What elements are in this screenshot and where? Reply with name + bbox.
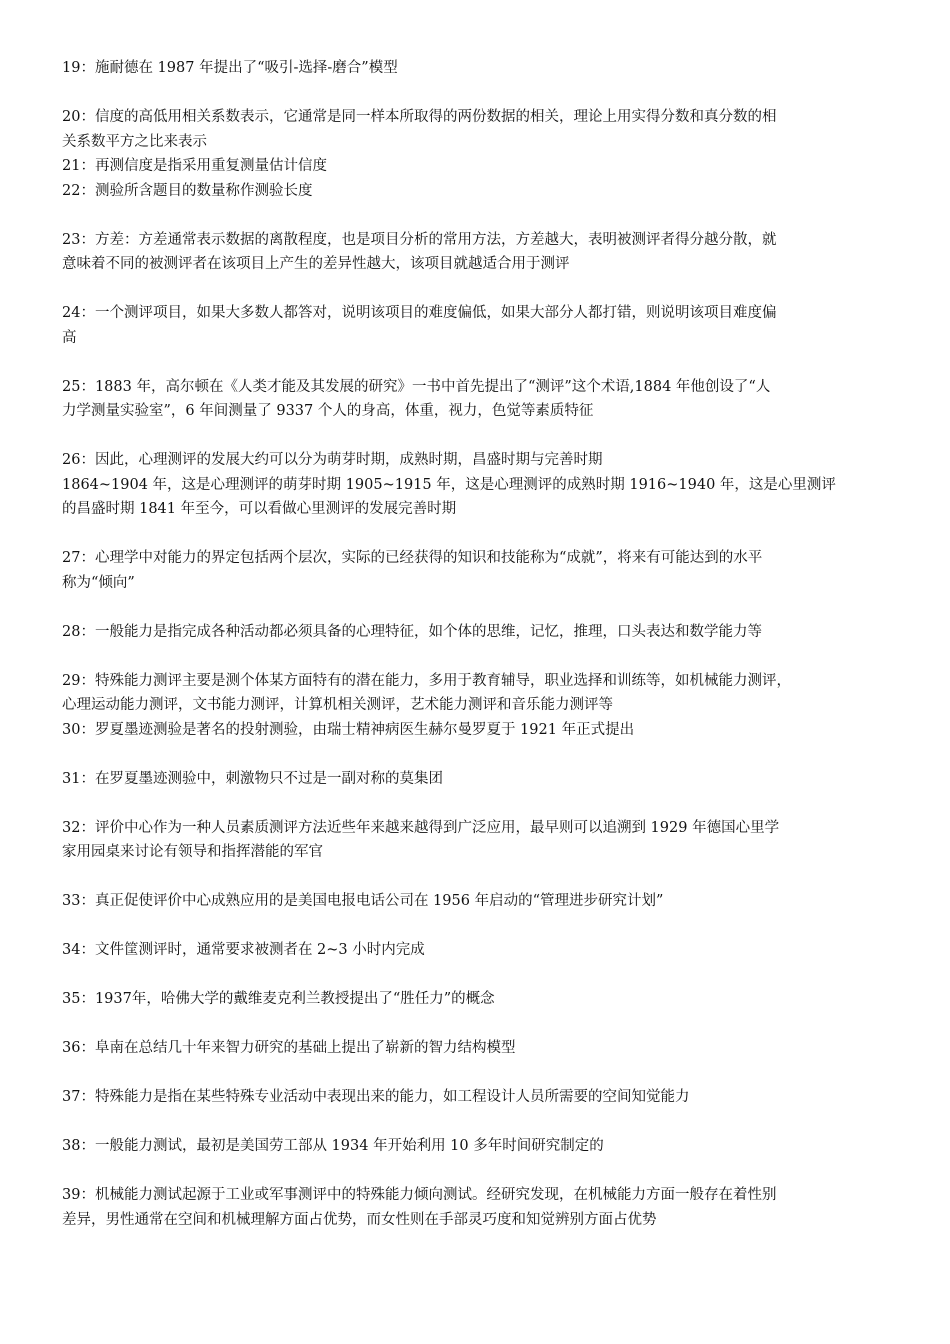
paragraph-26: 26：因此，心理测评的发展大约可以分为萌芽时期，成熟时期，昌盛时期与完善时期 1864~1904 年，这是心理测评的萌芽时期 1905~1915 年，这是心理测评的成熟时期 1916~1940 年，这是心里测评 的昌盛时期 1841 年至今，可以看做心里测评的发展完善时期 bbox=[62, 452, 836, 517]
paragraph-32: 32：评价中心作为一种人员素质测评方法近些年来越来越得到广泛应用，最早则可以追溯到 1929 年德国心里学 家用园桌来讨论有领导和指挥潜能的军官 bbox=[62, 819, 780, 860]
paragraph-22: 22：测验所含题目的数量称作测验长度 bbox=[62, 182, 313, 199]
paragraph-28: 28：一般能力是指完成各种活动都必须具备的心理特征，如个体的思维，记忆，推理，口头表达和数学能力等 bbox=[62, 623, 762, 640]
paragraph-33: 33：真正促使评价中心成熟应用的是美国电报电话公司在 1956 年启动的“管理进步研究计划” bbox=[62, 893, 664, 909]
paragraph-29: 29：特殊能力测评主要是测个体某方面特有的潜在能力，多用于教育辅导，职业选择和训练等，如机械能力测评， 心理运动能力测评，文书能力测评，计算机相关测评，艺术能力测评和音乐能力测评等 bbox=[62, 672, 791, 713]
paragraph-31: 31：在罗夏墨迹测验中，刺激物只不过是一副对称的莫集团 bbox=[62, 770, 443, 787]
paragraph-30: 30：罗夏墨迹测验是著名的投射测验，由瑞士精神病医生赫尔曼罗夏于 1921 年正式提出 bbox=[62, 721, 635, 738]
paragraph-35: 35：1937年，哈佛大学的戴维麦克利兰教授提出了“胜任力”的概念 bbox=[62, 991, 495, 1007]
paragraph-25: 25：1883 年，高尔顿在《人类才能及其发展的研究》一书中首先提出了“测评”这个术语,1884 年他创设了“人 力学测量实验室”，6 年间测量了 9337 个人的身高，体重，视力，色觉等素质特征 bbox=[62, 378, 771, 419]
paragraph-23: 23：方差：方差通常表示数据的离散程度，也是项目分析的常用方法，方差越大，表明被测评者得分越分散，就 意味着不同的被测评者在该项目上产生的差异性越大，该项目就越适合用于测评 bbox=[62, 231, 777, 272]
paragraph-27: 27：心理学中对能力的界定包括两个层次，实际的已经获得的知识和技能称为“成就”，将来有可能达到的水平 称为“倾向” bbox=[62, 550, 763, 591]
paragraph-21: 21：再测信度是指采用重复测量估计信度 bbox=[62, 158, 327, 174]
document-body bbox=[62, 56, 892, 1232]
paragraph-20: 20：信度的高低用相关系数表示，它通常是同一样本所取得的两份数据的相关，理论上用实得分数和真分数的相 关系数平方之比来表示 bbox=[62, 109, 777, 150]
paragraph-39: 39：机械能力测试起源于工业或军事测评中的特殊能力倾向测试。经研究发现，在机械能力方面一般存在着性别 差异，男性通常在空间和机械理解方面占优势，而女性则在手部灵巧度和知觉辨别方面占优势 bbox=[62, 1187, 777, 1228]
paragraph-36: 36：阜南在总结几十年来智力研究的基础上提出了崭新的智力结构模型 bbox=[62, 1040, 516, 1056]
paragraph-34: 34：文件筐测评时，通常要求被测者在 2~3 小时内完成 bbox=[62, 942, 425, 958]
paragraph-38: 38：一般能力测试，最初是美国劳工部从 1934 年开始利用 10 多年时间研究制定的 bbox=[62, 1138, 604, 1154]
paragraph-24: 24：一个测评项目，如果大多数人都答对，说明该项目的难度偏低，如果大部分人都打错，则说明该项目难度偏 高 bbox=[62, 305, 777, 346]
paragraph-19: 19：施耐德在 1987 年提出了“吸引-选择-磨合”模型 bbox=[62, 60, 398, 76]
paragraph-37: 37：特殊能力是指在某些特殊专业活动中表现出来的能力，如工程设计人员所需要的空间知觉能力 bbox=[62, 1089, 690, 1105]
